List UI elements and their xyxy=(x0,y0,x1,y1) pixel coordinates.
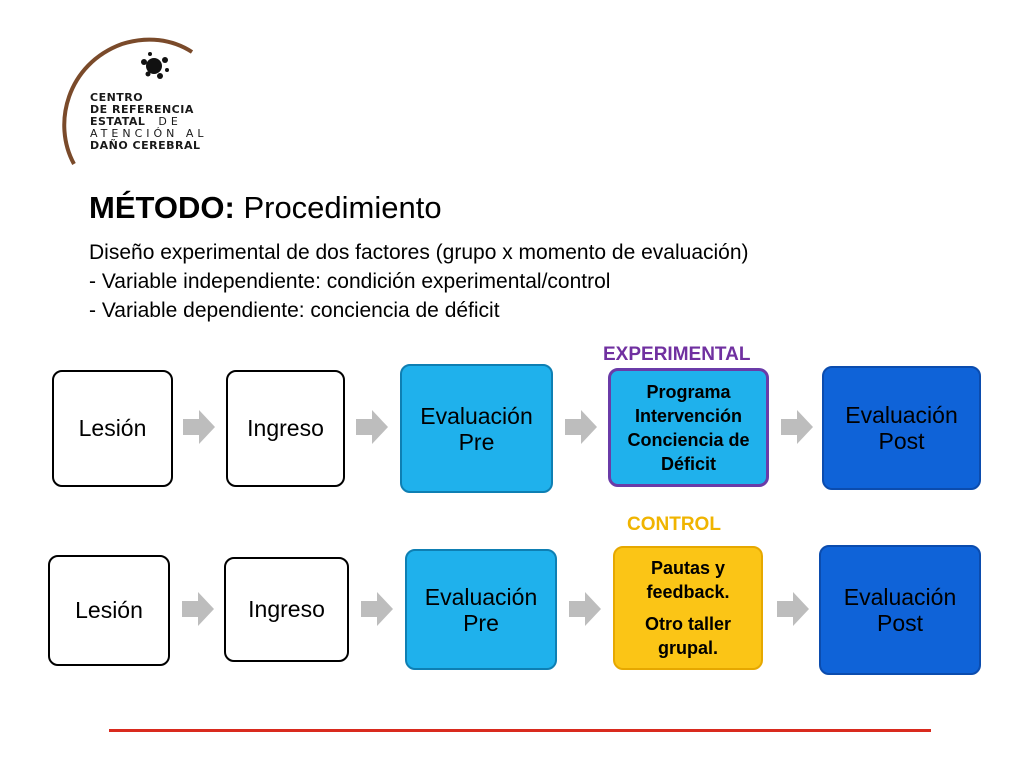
control-label: CONTROL xyxy=(627,514,721,535)
description-line: Diseño experimental de dos factores (grupo x momento de evaluación) xyxy=(89,241,749,264)
logo-line: DE REFERENCIA xyxy=(90,103,194,116)
arrow-right-icon xyxy=(183,410,215,444)
logo-line: DE xyxy=(158,115,182,128)
ctrl-step-evaluacion-pre: Evaluación Pre xyxy=(405,549,557,670)
title-rest: Procedimiento xyxy=(243,190,442,225)
exp-step-evaluacion-post: Evaluación Post xyxy=(822,366,981,490)
logo-line: DAÑO CEREBRAL xyxy=(90,139,201,152)
logo-line: ESTATAL xyxy=(90,115,146,128)
arrow-right-icon xyxy=(356,410,388,444)
ctrl-step-taller-line: Otro taller grupal. xyxy=(644,614,732,658)
ctrl-step-ingreso: Ingreso xyxy=(224,557,349,662)
ctrl-step-pautas-line: Pautas y feedback. xyxy=(646,558,730,602)
ctrl-step-pautas xyxy=(613,546,763,670)
footer-divider xyxy=(109,729,931,732)
description xyxy=(89,238,749,325)
ctrl-step-lesion: Lesión xyxy=(48,555,170,666)
arrow-right-icon xyxy=(361,592,393,626)
description-line: - Variable dependiente: conciencia de déficit xyxy=(89,299,500,322)
page-title xyxy=(89,190,442,226)
exp-step-programa: Programa Intervención Conciencia de Déficit xyxy=(608,368,769,487)
arrow-right-icon xyxy=(565,410,597,444)
exp-step-ingreso: Ingreso xyxy=(226,370,345,487)
splash-icon xyxy=(141,52,169,79)
description-line: - Variable independiente: condición experimental/control xyxy=(89,270,611,293)
logo-text xyxy=(90,92,208,152)
exp-step-lesion: Lesión xyxy=(52,370,173,487)
arrow-right-icon xyxy=(182,592,214,626)
ctrl-step-evaluacion-post: Evaluación Post xyxy=(819,545,981,675)
arrow-right-icon xyxy=(777,592,809,626)
title-bold: MÉTODO: xyxy=(89,190,235,225)
arrow-right-icon xyxy=(569,592,601,626)
arrow-right-icon xyxy=(781,410,813,444)
experimental-label: EXPERIMENTAL xyxy=(603,344,751,365)
logo-line: ATENCIÓN AL xyxy=(90,127,208,140)
exp-step-evaluacion-pre: Evaluación Pre xyxy=(400,364,553,493)
logo-line: CENTRO xyxy=(90,91,144,104)
